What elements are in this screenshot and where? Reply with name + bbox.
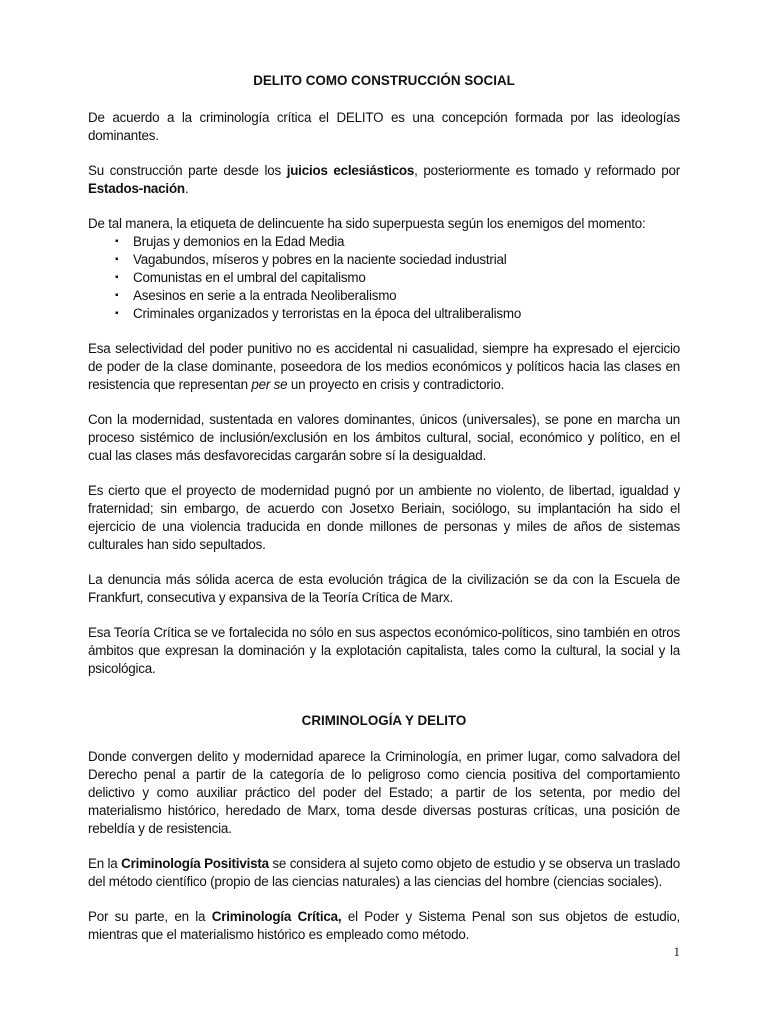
list-item: ▪ Brujas y demonios en la Edad Media [133, 233, 680, 251]
text-run: Esa selectividad del poder punitivo no es accidental ni casualidad, siempre ha expresado el ejercicio de poder de la clase dominante, poseedora de los medios económicos y políticos hacia las clases en resistencia que representan [88, 341, 680, 392]
page-number: 1 [673, 944, 680, 959]
paragraph-criminology: Donde convergen delito y modernidad aparece la Criminología, en primer lugar, como salvadora del Derecho penal a partir de la categoría de lo peligroso como ciencia positiva del comportamiento delictivo y como auxiliar práctico del poder del Estado; a partir de los setenta, por medio del materialismo histórico, heredado de Marx, toma desde diversas posturas críticas, una posición de rebeldía y de resistencia. [88, 749, 680, 836]
bold-term-estados: Estados-nación [88, 181, 185, 196]
paragraph-critical-theory: Esa Teoría Crítica se ve fortalecida no sólo en sus aspectos económico-políticos, sino también en otros ámbitos que expresan la dominación y la explotación capitalista, tales como la cultural, la social y la psicológica. [88, 625, 680, 676]
text-run: el Poder y Sistema Penal son sus objetos de estudio, mientras que el materialismo histórico es empleado como método. [88, 909, 680, 942]
paragraph-label-intro: De tal manera, la etiqueta de delincuente ha sido superpuesta según los enemigos del momento: [88, 216, 646, 231]
text-run: En la [88, 856, 122, 871]
paragraph-frankfurt: La denuncia más sólida acerca de esta evolución trágica de la civilización se da con la Escuela de Frankfurt, consecutiva y expansiva de la Teoría Crítica de Marx. [88, 572, 680, 605]
list-item: ▪ Vagabundos, míseros y pobres en la naciente sociedad industrial [133, 251, 680, 269]
section-title: CRIMINOLOGÍA Y DELITO [301, 713, 467, 728]
paragraph-project: Es cierto que el proyecto de modernidad pugnó por un ambiente no violento, de libertad, igualdad y fraternidad; sin embargo, de acuerdo con Josetxo Beriain, sociólogo, su implantación ha sido el ejercicio de una violencia traducida en donde millones de personas y miles de años de sistemas culturales han sido sepultados. [88, 483, 680, 552]
list-item: ▪ Comunistas en el umbral del capitalismo [133, 269, 680, 287]
paragraph-selectivity [88, 340, 680, 394]
enemies-list [88, 233, 680, 323]
text-run: , posteriormente es tomado y reformado por [414, 163, 680, 178]
list-item: ▪ Asesinos en serie a la entrada Neoliberalismo [133, 287, 680, 305]
text-run: Por su parte, en la [88, 909, 212, 924]
paragraph-construction [88, 162, 680, 198]
italic-term: per se [251, 377, 288, 392]
bold-term-critical: Criminología Crítica, [211, 909, 342, 924]
text-run: un proyecto en crisis y contradictorio. [287, 377, 505, 392]
text-run: se considera al sujeto como objeto de estudio y se observa un traslado del método científico (propio de las ciencias naturales) a las ciencias del hombre (ciencias sociales). [88, 856, 680, 889]
text-run: Su construcción parte desde los [88, 163, 287, 178]
document-title: DELITO COMO CONSTRUCCIÓN SOCIAL [253, 73, 515, 88]
paragraph-modernity: Con la modernidad, sustentada en valores dominantes, únicos (universales), se pone en marcha un proceso sistémico de inclusión/exclusión en los ámbitos cultural, social, económico y político, en el cual las clases más desfavorecidas cargarán sobre sí la desigualdad. [88, 412, 680, 463]
bold-term-juicios: juicios eclesiásticos [286, 163, 415, 178]
bold-term-positivist: Criminología Positivista [121, 856, 269, 871]
paragraph-definition: De acuerdo a la criminología crítica el DELITO es una concepción formada por las ideologías dominantes. [88, 110, 680, 143]
paragraph-critical [88, 908, 680, 944]
list-item: ▪ Criminales organizados y terroristas en la época del ultraliberalismo [133, 305, 680, 323]
paragraph-positivist [88, 855, 680, 891]
text-run: . [184, 181, 189, 196]
